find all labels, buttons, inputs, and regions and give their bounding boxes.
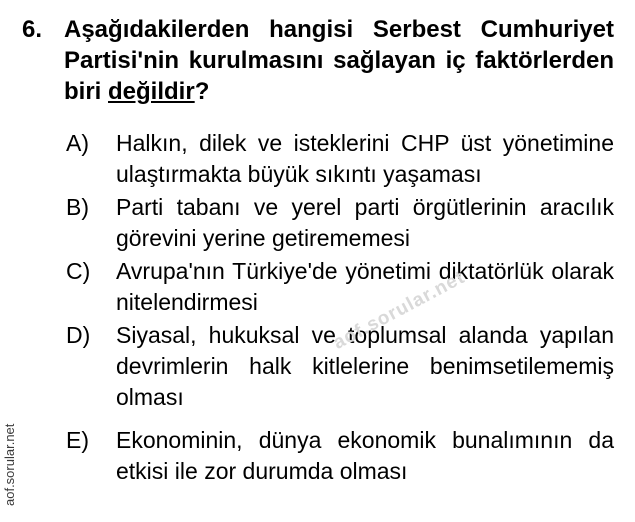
- question-text: [64, 14, 614, 107]
- side-watermark: aof.sorular.net: [2, 423, 17, 506]
- option-letter: D): [66, 322, 91, 348]
- option-text: Halkın, dilek ve isteklerini CHP üst yönetimine ulaştırmakta büyük sıkıntı yaşaması: [116, 130, 614, 187]
- option-c[interactable]: [66, 256, 614, 318]
- option-letter: C): [66, 258, 91, 284]
- option-e[interactable]: [66, 425, 614, 487]
- option-letter: E): [66, 427, 89, 453]
- question-mark: ?: [194, 78, 210, 105]
- question-number: 6.: [22, 16, 43, 43]
- option-b[interactable]: [66, 192, 614, 254]
- option-text: Ekonominin, dünya ekonomik bunalımının da etkisi ile zor durumda olması: [116, 427, 614, 484]
- option-text: Parti tabanı ve yerel parti örgütlerinin aracılık görevini yerine getirememesi: [116, 194, 614, 251]
- diagonal-watermark: aof.sorular.net: [329, 266, 469, 354]
- option-letter: A): [66, 130, 89, 156]
- option-letter: B): [66, 194, 89, 220]
- option-a[interactable]: [66, 128, 614, 190]
- question-negation: değildir: [108, 78, 195, 105]
- option-text: Siyasal, hukuksal ve toplumsal alanda yapılan devrimlerin halk kitlelerine benimsetilememiş olması: [116, 322, 614, 410]
- option-text: Avrupa'nın Türkiye'de yönetimi diktatörlük olarak nitelendirmesi: [116, 258, 614, 315]
- question-stem: Aşağıdakilerden hangisi Serbest Cumhuriyet Partisi'nin kurulmasını sağlayan iç faktörlerden biri: [64, 16, 614, 105]
- answer-options: [66, 128, 614, 489]
